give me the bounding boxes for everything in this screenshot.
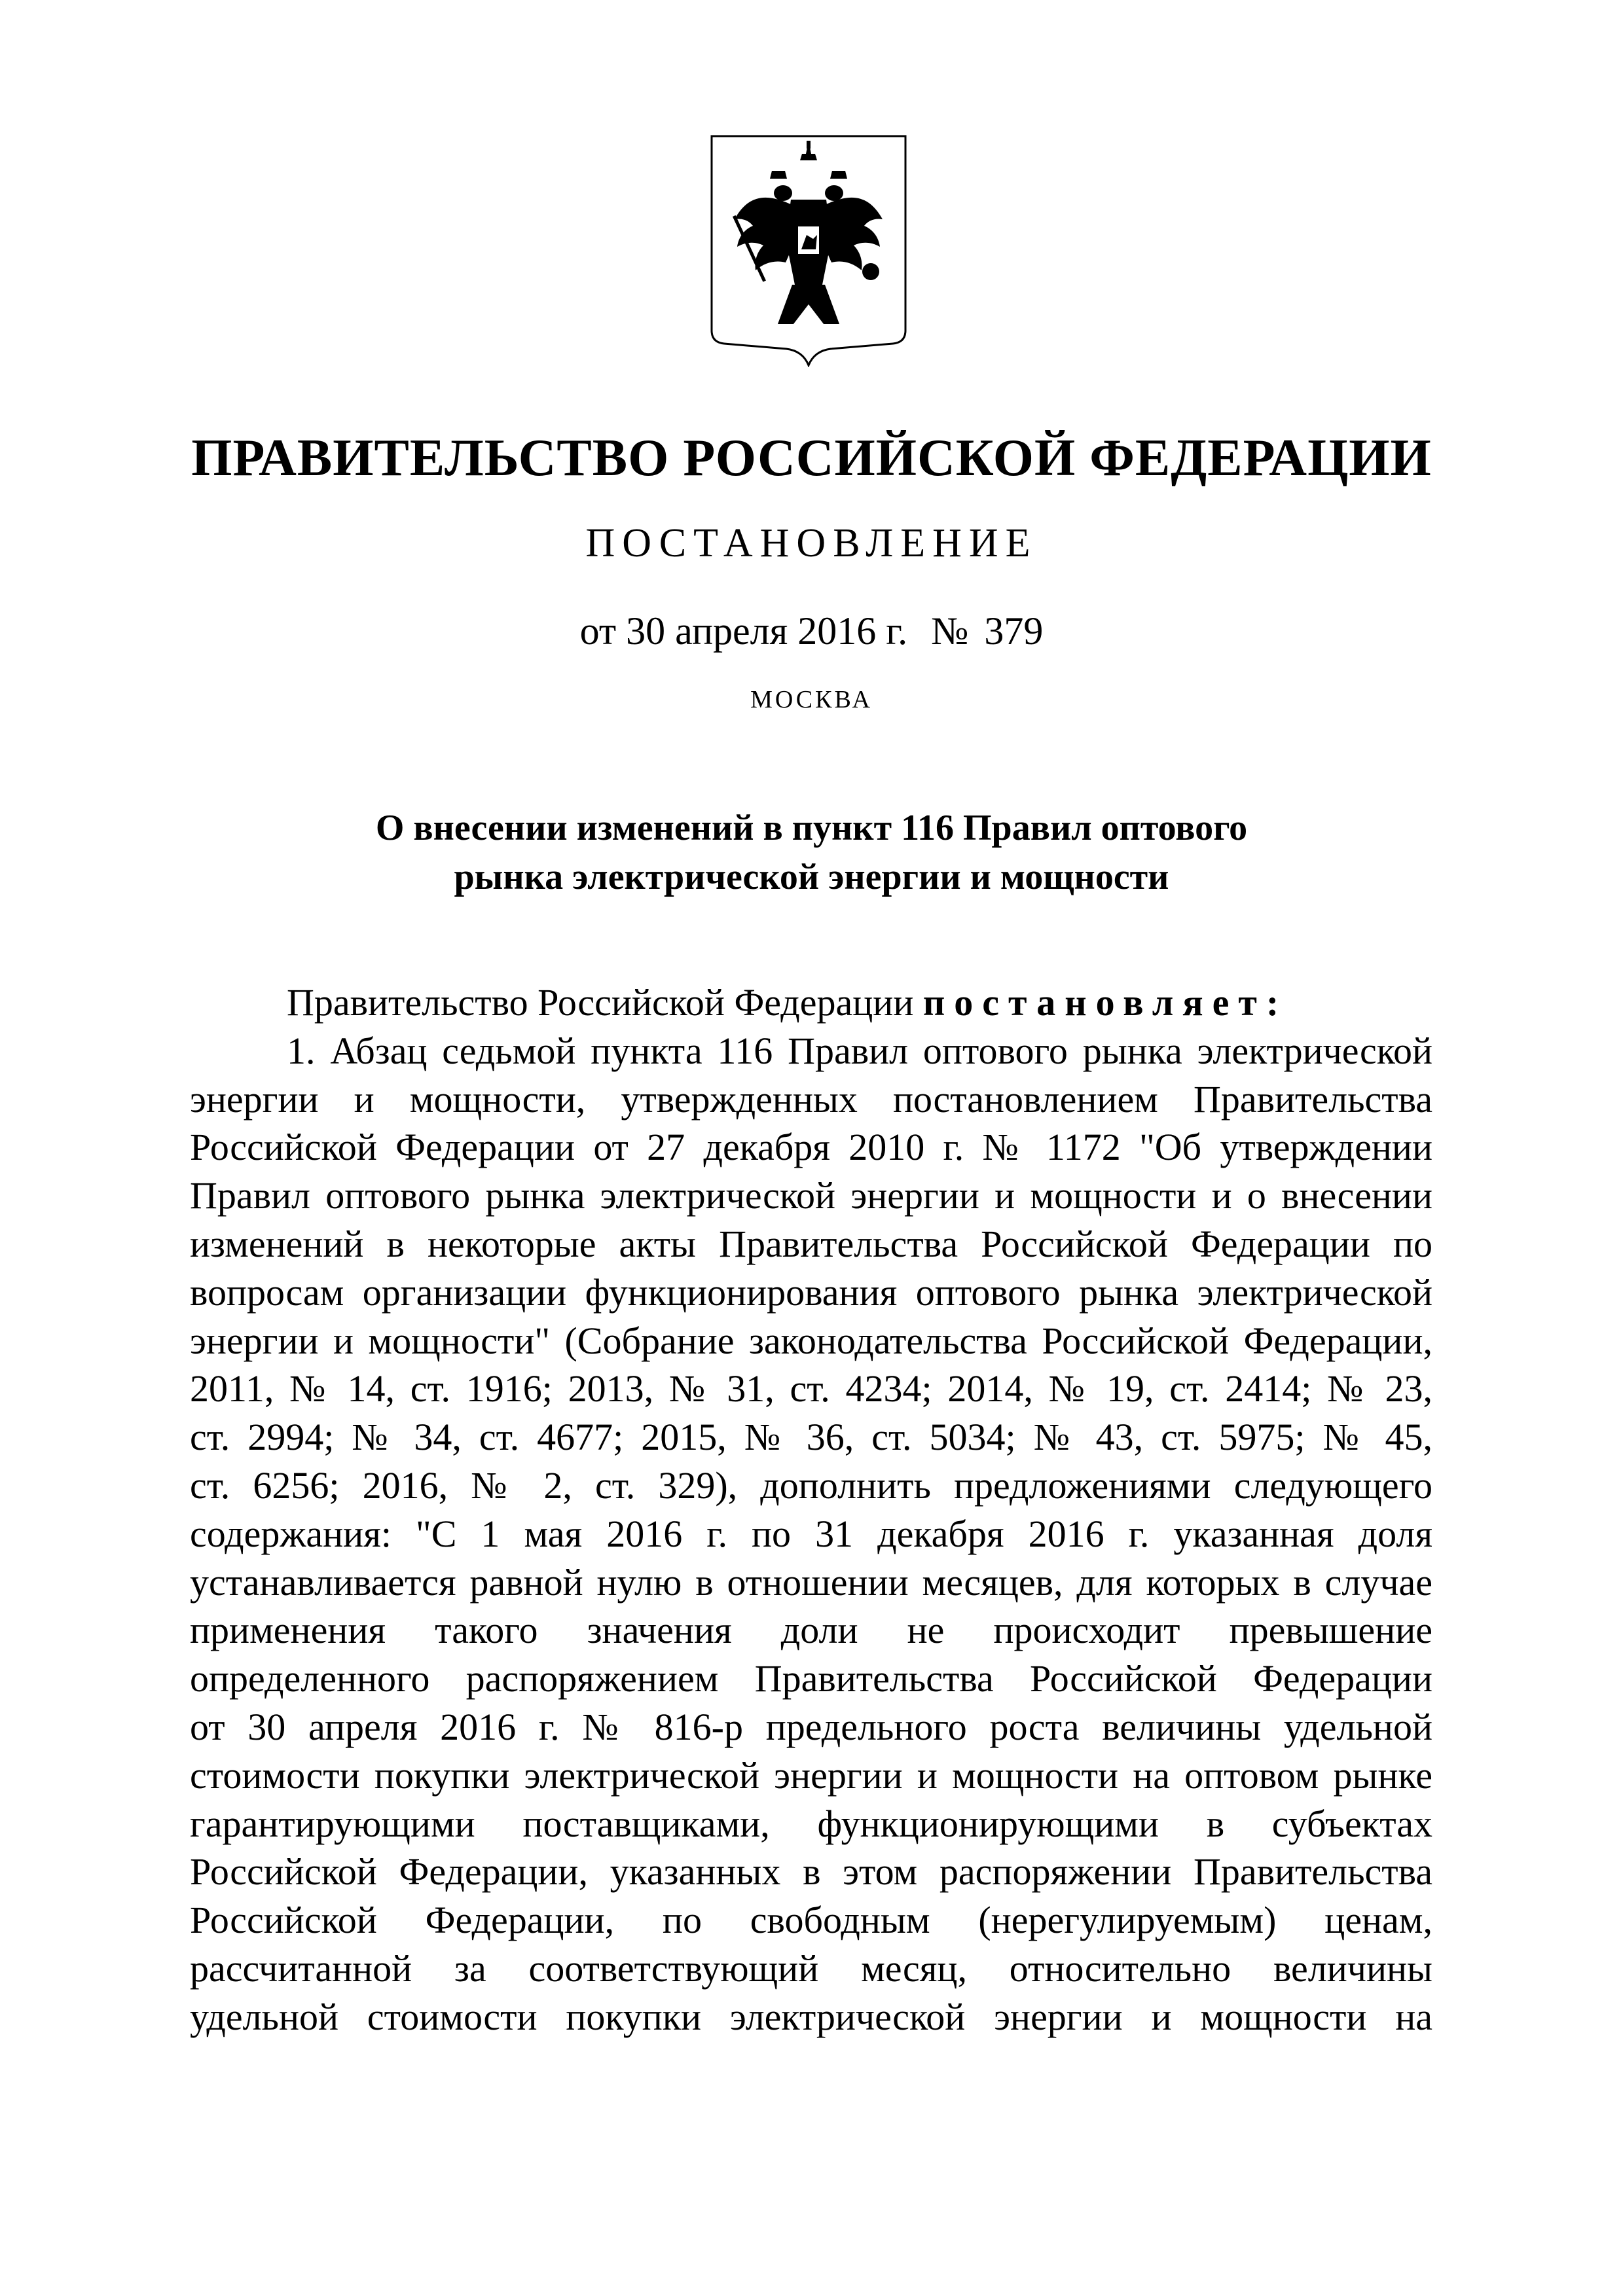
body-line: устанавливается равной нулю в отношении месяцев, для которых в случае	[190, 1560, 1432, 1604]
body-line: применения такого значения доли не происходит превышение	[190, 1609, 1432, 1652]
body-line: 1. Абзац седьмой пункта 116 Правил оптового рынка электрической	[287, 1029, 1432, 1072]
subject-line-1: О внесении изменений в пункт 116 Правил оптового	[375, 808, 1248, 848]
body-line: Правил оптового рынка электрической энергии и мощности и о внесении	[190, 1174, 1432, 1217]
document-type: ПОСТАНОВЛЕНИЕ	[585, 521, 1038, 565]
body-line: ст. 2994; № 34, ст. 4677; 2015, № 36, ст. 5034; № 43, ст. 5975; № 45,	[190, 1416, 1432, 1459]
body-line: стоимости покупки электрической энергии и мощности на оптовом рынке	[190, 1753, 1432, 1797]
body-line: изменений в некоторые акты Правительства Российской Федерации по	[190, 1222, 1432, 1265]
body-line: Российской Федерации от 27 декабря 2010 г. № 1172 "Об утверждении	[190, 1126, 1432, 1169]
body-line: Российской Федерации, указанных в этом распоряжении Правительства	[190, 1850, 1432, 1893]
body-line: определенного распоряжением Правительства Российской Федерации	[190, 1657, 1432, 1700]
coat-of-arms-icon	[710, 134, 907, 367]
body-line: удельной стоимости покупки электрической энергии и мощности на	[190, 1995, 1432, 2038]
body-line: вопросам организации функционирования оптового рынка электрической	[190, 1270, 1432, 1314]
body-line: от 30 апреля 2016 г. № 816-р предельного роста величины удельной	[190, 1705, 1432, 1748]
document-subject	[0, 804, 1623, 902]
document-city: МОСКВА	[750, 686, 873, 713]
document-number: 379	[984, 609, 1044, 653]
body-line: Российской Федерации, по свободным (нерегулируемым) ценам,	[190, 1899, 1432, 1942]
body-line: ст. 6256; 2016, № 2, ст. 329), дополнить предложениями следующего	[190, 1463, 1432, 1507]
document-date-line	[0, 609, 1623, 654]
organization-title: ПРАВИТЕЛЬСТВО РОССИЙСКОЙ ФЕДЕРАЦИИ	[191, 429, 1432, 487]
document-date: от 30 апреля 2016 г.	[579, 609, 908, 653]
preamble-verb: постановляет:	[922, 981, 1288, 1024]
body-line: рассчитанной за соответствующий месяц, относительно величины	[190, 1946, 1432, 1990]
preamble-line	[190, 978, 1432, 1027]
body-line: гарантирующими поставщиками, функционирующими в субъектах	[190, 1802, 1432, 1845]
body-line: содержания: "С 1 мая 2016 г. по 31 декабря 2016 г. указанная доля	[190, 1512, 1432, 1555]
body-line: энергии и мощности, утвержденных постановлением Правительства	[190, 1077, 1432, 1121]
subject-line-2: рынка электрической энергии и мощности	[454, 857, 1169, 897]
document-body	[190, 978, 1432, 2041]
body-line: энергии и мощности" (Собрание законодательства Российской Федерации,	[190, 1319, 1432, 1362]
body-line: 2011, № 14, ст. 1916; 2013, № 31, ст. 4234; 2014, № 19, ст. 2414; № 23,	[190, 1367, 1432, 1410]
number-sign: №	[931, 609, 969, 653]
preamble-text: Правительство Российской Федерации	[287, 981, 914, 1024]
